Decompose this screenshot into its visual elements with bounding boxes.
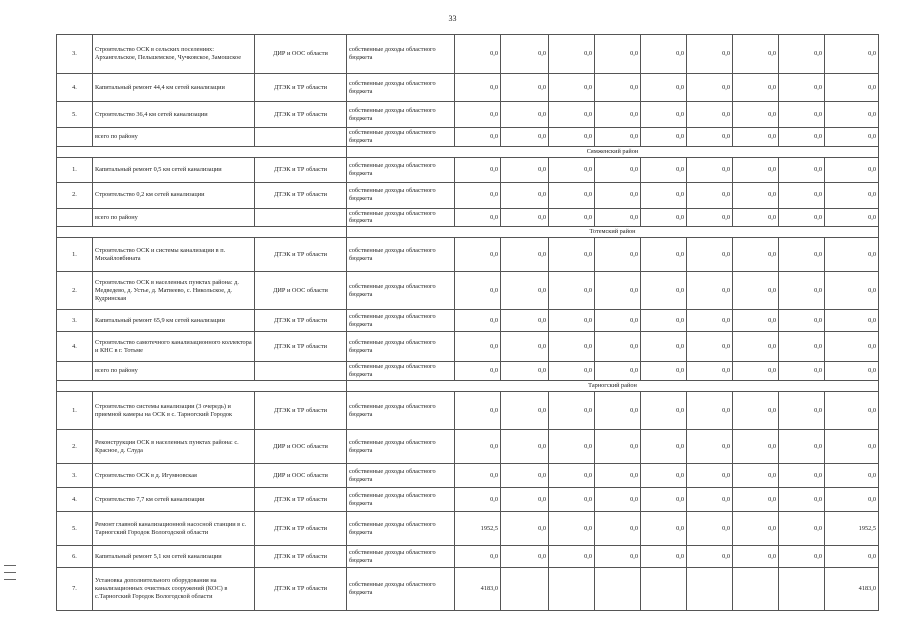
value-cell: 0,0 (595, 464, 641, 488)
value-cell: 0,0 (779, 208, 825, 227)
row-number: 4. (57, 74, 93, 102)
executor: ДТЭК и ТР области (255, 157, 347, 182)
measure-name: Строительство самотечного канализационного коллектора и КНС в г. Тотьме (93, 332, 255, 362)
funding-source: собственные доходы областного бюджета (347, 512, 455, 546)
value-cell: 0,0 (595, 310, 641, 332)
value-cell: 0,0 (501, 362, 549, 381)
row-number: 6. (57, 546, 93, 568)
value-cell: 0,0 (825, 488, 879, 512)
row-number: 2. (57, 182, 93, 208)
value-cell: 0,0 (733, 362, 779, 381)
value-cell: 0,0 (825, 392, 879, 430)
value-cell: 0,0 (687, 157, 733, 182)
value-cell: 0,0 (595, 488, 641, 512)
executor: ДТЭК и ТР области (255, 568, 347, 611)
value-cell: 0,0 (455, 392, 501, 430)
value-cell: 0,0 (595, 238, 641, 272)
value-cell: 0,0 (595, 128, 641, 147)
value-cell: 0,0 (825, 182, 879, 208)
measure-name: Строительство ОСК в населенных пунктах района: д. Медведево, д. Устье, д. Матвеево, с. Никольское, д. Кудринская (93, 272, 255, 310)
value-cell: 0,0 (549, 102, 595, 128)
value-cell: 0,0 (595, 392, 641, 430)
district-name: Сямженский район (347, 146, 879, 157)
value-cell: 0,0 (779, 464, 825, 488)
value-cell: 0,0 (687, 332, 733, 362)
row-number: 2. (57, 272, 93, 310)
row-number: 3. (57, 35, 93, 74)
value-cell: 0,0 (455, 488, 501, 512)
value-cell: 0,0 (501, 512, 549, 546)
executor: ДТЭК и ТР области (255, 182, 347, 208)
value-cell: 1952,5 (455, 512, 501, 546)
value-cell: 0,0 (501, 238, 549, 272)
value-cell: 0,0 (641, 546, 687, 568)
value-cell (687, 568, 733, 611)
value-cell: 0,0 (825, 464, 879, 488)
value-cell: 0,0 (501, 332, 549, 362)
measure-name: Строительство системы канализации (3 очередь) и приемной камеры на ОСК в с. Тарногский Городок (93, 392, 255, 430)
measure-name: Строительство ОСК и системы канализации в п. Михайловбината (93, 238, 255, 272)
value-cell: 0,0 (455, 74, 501, 102)
table-row (57, 238, 879, 272)
value-cell: 0,0 (825, 35, 879, 74)
funding-source: собственные доходы областного бюджета (347, 157, 455, 182)
value-cell: 0,0 (779, 182, 825, 208)
value-cell: 0,0 (687, 310, 733, 332)
row-number: 7. (57, 568, 93, 611)
value-cell: 0,0 (549, 464, 595, 488)
executor: ДИР и ООС области (255, 464, 347, 488)
value-cell: 0,0 (641, 128, 687, 147)
page-number: 33 (448, 14, 457, 23)
row-number: 1. (57, 238, 93, 272)
funding-source: собственные доходы областного бюджета (347, 35, 455, 74)
district-total-row (57, 362, 879, 381)
value-cell: 0,0 (825, 430, 879, 464)
funding-source: собственные доходы областного бюджета (347, 568, 455, 611)
executor (255, 208, 347, 227)
value-cell: 0,0 (549, 392, 595, 430)
funding-source: собственные доходы областного бюджета (347, 430, 455, 464)
district-name: Тотемский район (347, 227, 879, 238)
executor: ДИР и ООС области (255, 35, 347, 74)
value-cell: 0,0 (455, 182, 501, 208)
value-cell: 1952,5 (825, 512, 879, 546)
value-cell (501, 568, 549, 611)
value-cell: 0,0 (455, 208, 501, 227)
value-cell: 0,0 (687, 546, 733, 568)
value-cell: 0,0 (595, 208, 641, 227)
value-cell: 0,0 (455, 464, 501, 488)
value-cell: 0,0 (779, 35, 825, 74)
executor: ДТЭК и ТР области (255, 74, 347, 102)
executor: ДТЭК и ТР области (255, 512, 347, 546)
district-total-row (57, 128, 879, 147)
value-cell: 0,0 (687, 430, 733, 464)
value-cell: 0,0 (733, 128, 779, 147)
value-cell: 0,0 (641, 238, 687, 272)
value-cell: 0,0 (687, 362, 733, 381)
value-cell: 0,0 (687, 392, 733, 430)
value-cell: 0,0 (641, 208, 687, 227)
table-row (57, 568, 879, 611)
row-number: 2. (57, 430, 93, 464)
table-row (57, 488, 879, 512)
table-row (57, 74, 879, 102)
row-number (57, 208, 93, 227)
executor (255, 128, 347, 147)
district-spacer (57, 227, 347, 238)
value-cell: 0,0 (779, 488, 825, 512)
row-number: 5. (57, 102, 93, 128)
margin-mark (4, 579, 16, 580)
table-body (57, 35, 879, 611)
value-cell: 0,0 (733, 102, 779, 128)
value-cell: 0,0 (455, 102, 501, 128)
value-cell: 0,0 (455, 332, 501, 362)
value-cell: 0,0 (549, 362, 595, 381)
value-cell: 0,0 (595, 546, 641, 568)
value-cell: 0,0 (825, 128, 879, 147)
value-cell: 0,0 (825, 208, 879, 227)
value-cell (733, 568, 779, 611)
value-cell: 0,0 (825, 157, 879, 182)
value-cell: 0,0 (779, 546, 825, 568)
executor: ДИР и ООС области (255, 430, 347, 464)
value-cell: 0,0 (733, 332, 779, 362)
district-name: Тарногский район (347, 381, 879, 392)
row-number: 3. (57, 464, 93, 488)
row-number: 5. (57, 512, 93, 546)
measure-name: Строительство 36,4 км сетей канализации (93, 102, 255, 128)
value-cell: 0,0 (549, 128, 595, 147)
value-cell: 0,0 (733, 182, 779, 208)
value-cell: 0,0 (549, 310, 595, 332)
value-cell (779, 568, 825, 611)
value-cell: 0,0 (549, 512, 595, 546)
executor: ДТЭК и ТР области (255, 238, 347, 272)
value-cell: 0,0 (641, 332, 687, 362)
value-cell: 0,0 (687, 208, 733, 227)
value-cell: 0,0 (549, 208, 595, 227)
value-cell: 0,0 (825, 272, 879, 310)
value-cell: 0,0 (549, 238, 595, 272)
value-cell: 0,0 (779, 74, 825, 102)
value-cell: 0,0 (595, 182, 641, 208)
value-cell: 0,0 (501, 74, 549, 102)
margin-mark (4, 565, 16, 566)
table-row (57, 512, 879, 546)
value-cell: 0,0 (825, 102, 879, 128)
value-cell: 0,0 (687, 464, 733, 488)
executor: ДТЭК и ТР области (255, 392, 347, 430)
table-row (57, 332, 879, 362)
value-cell: 0,0 (825, 238, 879, 272)
measure-name: Капитальный ремонт 5,1 км сетей канализации (93, 546, 255, 568)
value-cell: 0,0 (501, 272, 549, 310)
value-cell: 0,0 (455, 546, 501, 568)
executor (255, 362, 347, 381)
value-cell: 0,0 (733, 488, 779, 512)
value-cell: 0,0 (825, 310, 879, 332)
value-cell: 0,0 (501, 310, 549, 332)
value-cell: 0,0 (595, 430, 641, 464)
value-cell: 0,0 (595, 512, 641, 546)
value-cell: 0,0 (641, 310, 687, 332)
funding-source: собственные доходы областного бюджета (347, 238, 455, 272)
value-cell: 0,0 (733, 546, 779, 568)
value-cell: 0,0 (641, 362, 687, 381)
table-row (57, 272, 879, 310)
table-row (57, 102, 879, 128)
value-cell: 0,0 (549, 546, 595, 568)
funding-source: собственные доходы областного бюджета (347, 546, 455, 568)
row-number: 1. (57, 157, 93, 182)
value-cell: 0,0 (455, 272, 501, 310)
value-cell: 0,0 (641, 512, 687, 546)
value-cell: 0,0 (733, 430, 779, 464)
value-cell: 0,0 (779, 332, 825, 362)
funding-source: собственные доходы областного бюджета (347, 272, 455, 310)
value-cell: 0,0 (687, 512, 733, 546)
value-cell: 0,0 (595, 272, 641, 310)
value-cell: 0,0 (455, 35, 501, 74)
measure-name: Реконструкция ОСК в населенных пунктах района: с. Красное, д. Слуда (93, 430, 255, 464)
value-cell: 0,0 (501, 464, 549, 488)
value-cell: 0,0 (733, 74, 779, 102)
measure-name: Строительство 0,2 км сетей канализации (93, 182, 255, 208)
value-cell: 0,0 (641, 464, 687, 488)
value-cell: 0,0 (595, 157, 641, 182)
value-cell: 0,0 (779, 362, 825, 381)
value-cell: 0,0 (779, 157, 825, 182)
district-total-row (57, 208, 879, 227)
district-header-row (57, 381, 879, 392)
value-cell: 0,0 (595, 74, 641, 102)
executor: ДТЭК и ТР области (255, 102, 347, 128)
value-cell: 0,0 (733, 35, 779, 74)
value-cell: 0,0 (779, 102, 825, 128)
value-cell: 0,0 (501, 430, 549, 464)
executor: ДТЭК и ТР области (255, 332, 347, 362)
value-cell: 0,0 (501, 182, 549, 208)
value-cell: 0,0 (501, 157, 549, 182)
value-cell: 0,0 (825, 74, 879, 102)
value-cell: 0,0 (595, 35, 641, 74)
value-cell: 0,0 (779, 238, 825, 272)
value-cell: 0,0 (455, 430, 501, 464)
value-cell: 0,0 (549, 74, 595, 102)
table-row (57, 310, 879, 332)
funding-source: собственные доходы областного бюджета (347, 362, 455, 381)
value-cell: 0,0 (687, 102, 733, 128)
value-cell: 0,0 (501, 488, 549, 512)
executor: ДТЭК и ТР области (255, 488, 347, 512)
measure-name: Капитальный ремонт 44,4 км сетей канализации (93, 74, 255, 102)
value-cell: 0,0 (501, 35, 549, 74)
value-cell: 0,0 (779, 430, 825, 464)
value-cell: 0,0 (825, 546, 879, 568)
value-cell: 0,0 (825, 362, 879, 381)
margin-mark (4, 572, 16, 573)
measure-name: Капитальный ремонт 0,5 км сетей канализации (93, 157, 255, 182)
row-number: 3. (57, 310, 93, 332)
value-cell: 0,0 (687, 272, 733, 310)
measure-name: Строительство ОСК в сельских поселениях: Архангельское, Пельшемское, Чучковское, Замошское (93, 35, 255, 74)
value-cell: 0,0 (733, 208, 779, 227)
measure-name: всего по району (93, 362, 255, 381)
table-row (57, 392, 879, 430)
district-header-row (57, 227, 879, 238)
value-cell: 0,0 (779, 392, 825, 430)
executor: ДИР и ООС области (255, 272, 347, 310)
value-cell: 0,0 (733, 310, 779, 332)
value-cell: 0,0 (549, 430, 595, 464)
funding-source: собственные доходы областного бюджета (347, 182, 455, 208)
value-cell: 0,0 (641, 488, 687, 512)
value-cell: 0,0 (641, 157, 687, 182)
value-cell: 0,0 (733, 238, 779, 272)
value-cell: 0,0 (549, 157, 595, 182)
value-cell: 0,0 (733, 272, 779, 310)
measure-name: Строительство ОСК в д. Игумновская (93, 464, 255, 488)
value-cell: 0,0 (687, 128, 733, 147)
measure-name: Капитальный ремонт 65,9 км сетей канализации (93, 310, 255, 332)
value-cell: 0,0 (641, 102, 687, 128)
value-cell: 0,0 (455, 238, 501, 272)
row-number: 4. (57, 332, 93, 362)
value-cell: 0,0 (455, 310, 501, 332)
value-cell: 0,0 (687, 238, 733, 272)
district-spacer (57, 146, 347, 157)
value-cell: 0,0 (687, 182, 733, 208)
value-cell: 0,0 (733, 512, 779, 546)
value-cell: 0,0 (455, 128, 501, 147)
value-cell: 0,0 (455, 362, 501, 381)
value-cell: 0,0 (687, 488, 733, 512)
value-cell: 0,0 (687, 35, 733, 74)
row-number: 4. (57, 488, 93, 512)
value-cell: 0,0 (595, 102, 641, 128)
value-cell: 0,0 (687, 74, 733, 102)
value-cell: 0,0 (641, 35, 687, 74)
funding-source: собственные доходы областного бюджета (347, 332, 455, 362)
table-row (57, 182, 879, 208)
measure-name: всего по району (93, 208, 255, 227)
table-row (57, 430, 879, 464)
funding-source: собственные доходы областного бюджета (347, 74, 455, 102)
district-spacer (57, 381, 347, 392)
funding-source: собственные доходы областного бюджета (347, 464, 455, 488)
measure-name: всего по району (93, 128, 255, 147)
value-cell (595, 568, 641, 611)
value-cell: 0,0 (641, 182, 687, 208)
value-cell: 0,0 (501, 546, 549, 568)
value-cell: 0,0 (779, 512, 825, 546)
value-cell: 0,0 (595, 362, 641, 381)
value-cell: 0,0 (549, 35, 595, 74)
funding-source: собственные доходы областного бюджета (347, 208, 455, 227)
budget-table (56, 34, 879, 611)
value-cell: 0,0 (549, 488, 595, 512)
row-number (57, 128, 93, 147)
funding-source: собственные доходы областного бюджета (347, 488, 455, 512)
value-cell: 0,0 (779, 310, 825, 332)
value-cell: 0,0 (549, 182, 595, 208)
value-cell: 0,0 (641, 430, 687, 464)
table-row (57, 546, 879, 568)
funding-source: собственные доходы областного бюджета (347, 102, 455, 128)
value-cell: 0,0 (501, 392, 549, 430)
value-cell: 0,0 (549, 272, 595, 310)
funding-source: собственные доходы областного бюджета (347, 392, 455, 430)
value-cell: 0,0 (549, 332, 595, 362)
value-cell (549, 568, 595, 611)
value-cell: 0,0 (825, 332, 879, 362)
funding-source: собственные доходы областного бюджета (347, 310, 455, 332)
value-cell: 4183,0 (455, 568, 501, 611)
value-cell: 0,0 (501, 208, 549, 227)
value-cell: 0,0 (501, 102, 549, 128)
measure-name: Ремонт главной канализационной насосной станции в с. Тарногский Городок Вологодской области (93, 512, 255, 546)
executor: ДТЭК и ТР области (255, 546, 347, 568)
executor: ДТЭК и ТР области (255, 310, 347, 332)
value-cell: 0,0 (501, 128, 549, 147)
value-cell: 0,0 (733, 464, 779, 488)
table-row (57, 35, 879, 74)
value-cell: 0,0 (779, 272, 825, 310)
table-row (57, 464, 879, 488)
row-number (57, 362, 93, 381)
table-row (57, 157, 879, 182)
value-cell (641, 568, 687, 611)
value-cell: 0,0 (779, 128, 825, 147)
value-cell: 0,0 (455, 157, 501, 182)
district-header-row (57, 146, 879, 157)
value-cell: 0,0 (641, 74, 687, 102)
measure-name: Строительство 7,7 км сетей канализации (93, 488, 255, 512)
value-cell: 4183,0 (825, 568, 879, 611)
row-number: 1. (57, 392, 93, 430)
value-cell: 0,0 (595, 332, 641, 362)
value-cell: 0,0 (733, 157, 779, 182)
value-cell: 0,0 (733, 392, 779, 430)
funding-source: собственные доходы областного бюджета (347, 128, 455, 147)
value-cell: 0,0 (641, 392, 687, 430)
measure-name: Установка дополнительного оборудования на канализационных очистных сооружений (КОС) в с.Тарногский Городок Вологодской области (93, 568, 255, 611)
value-cell: 0,0 (641, 272, 687, 310)
